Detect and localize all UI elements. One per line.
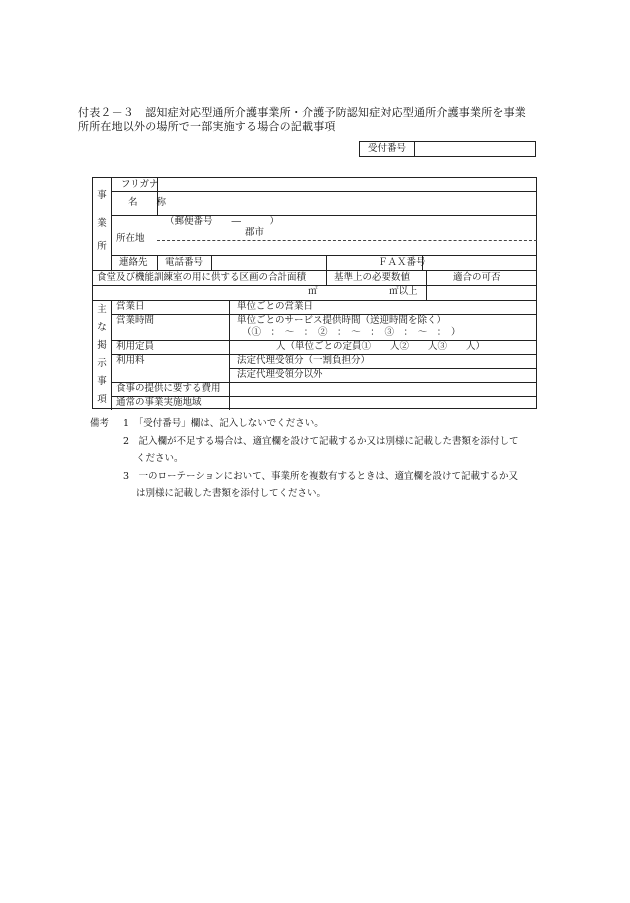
fee-statutory-label: 法定代理受領分（一割負担分） <box>237 355 371 366</box>
furigana-field[interactable] <box>158 180 536 191</box>
capacity-label: 利用定員 <box>116 341 155 352</box>
fee-label: 利用料 <box>116 355 145 366</box>
service-hours-label: 単位ごとのサービス提供時間（送迎時間を除く） <box>237 315 447 326</box>
remark-1: 1 「受付番号」欄は、記入しないでください。 <box>123 418 324 429</box>
contact-label: 連絡先 <box>119 257 148 268</box>
office-side-label-2: 業 <box>97 218 107 229</box>
document-title <box>78 106 558 134</box>
office-side-label-1: 事 <box>97 190 107 201</box>
address-label: 所在地 <box>116 233 145 244</box>
receipt-number-label: 受付番号 <box>360 142 415 156</box>
service-hours-slots[interactable]: （① ： ～ ： ② ： ～ ： ③ ： ～ ： ） <box>242 327 461 338</box>
main-side-label-2: な <box>97 322 107 333</box>
fax-label: ＦＡＸ番号 <box>378 257 426 268</box>
phone-label: 電話番号 <box>165 257 204 268</box>
suitability-label: 適合の可否 <box>453 272 501 283</box>
meal-cost-label: 食事の提供に要する費用 <box>116 383 221 394</box>
office-side-label-3: 所 <box>97 241 107 252</box>
remark-2-line-2: ください。 <box>136 453 184 464</box>
main-side-label-4: 示 <box>97 358 107 369</box>
application-form-table <box>92 177 537 409</box>
remark-3-line-1: 3 一のローテーションにおいて、事業所を複数有するときは、適宜欄を設けて記載するか又 <box>123 471 518 482</box>
standard-value-label: 基準上の必要数値 <box>334 272 411 283</box>
remark-2-line-1: 2 記入欄が不足する場合は、適宜欄を設けて記載するか又は別様に記載した書類を添付して <box>123 436 519 447</box>
business-hours-label: 営業時間 <box>116 315 155 326</box>
main-side-label-1: 主 <box>97 304 107 315</box>
phone-field[interactable] <box>212 257 325 269</box>
standard-unit: ㎡以上 <box>389 286 418 297</box>
remark-3-line-2: は別様に記載した書類を添付してください。 <box>136 488 327 499</box>
main-side-label-5: 事 <box>97 376 107 387</box>
remarks-heading: 備考 <box>90 418 110 429</box>
business-days-label: 営業日 <box>116 301 145 312</box>
fax-field[interactable] <box>423 257 536 269</box>
service-area-label: 通常の事業実施地域 <box>116 397 202 408</box>
name-field[interactable] <box>158 193 536 214</box>
business-days-unit: 単位ごとの営業日 <box>237 301 314 312</box>
title-line-2: 所所在地以外の場所で一部実施する場合の記載事項 <box>78 120 336 133</box>
receipt-number-box <box>359 141 536 157</box>
fee-other-label: 法定代理受領分以外 <box>237 369 323 380</box>
main-side-label-6: 項 <box>97 394 107 405</box>
area-label: 食堂及び機能訓練室の用に供する区画の合計面積 <box>97 272 307 283</box>
furigana-label: フリガナ <box>121 179 159 190</box>
postal-code-field[interactable]: （郵便番号 ― ） <box>165 216 280 227</box>
main-side-label-3: 掲 <box>97 340 107 351</box>
name-label: 名 称 <box>128 197 167 208</box>
capacity-detail[interactable]: 人（単位ごとの定員① 人② 人③ 人） <box>276 341 486 352</box>
area-unit: ㎡ <box>308 286 318 297</box>
title-line-1: 付表２－３ 認知症対応型通所介護事業所・介護予防認知症対応型通所介護事業所を事業 <box>78 106 526 119</box>
receipt-number-field[interactable] <box>415 142 535 156</box>
city-field[interactable]: 郡市 <box>245 227 265 238</box>
